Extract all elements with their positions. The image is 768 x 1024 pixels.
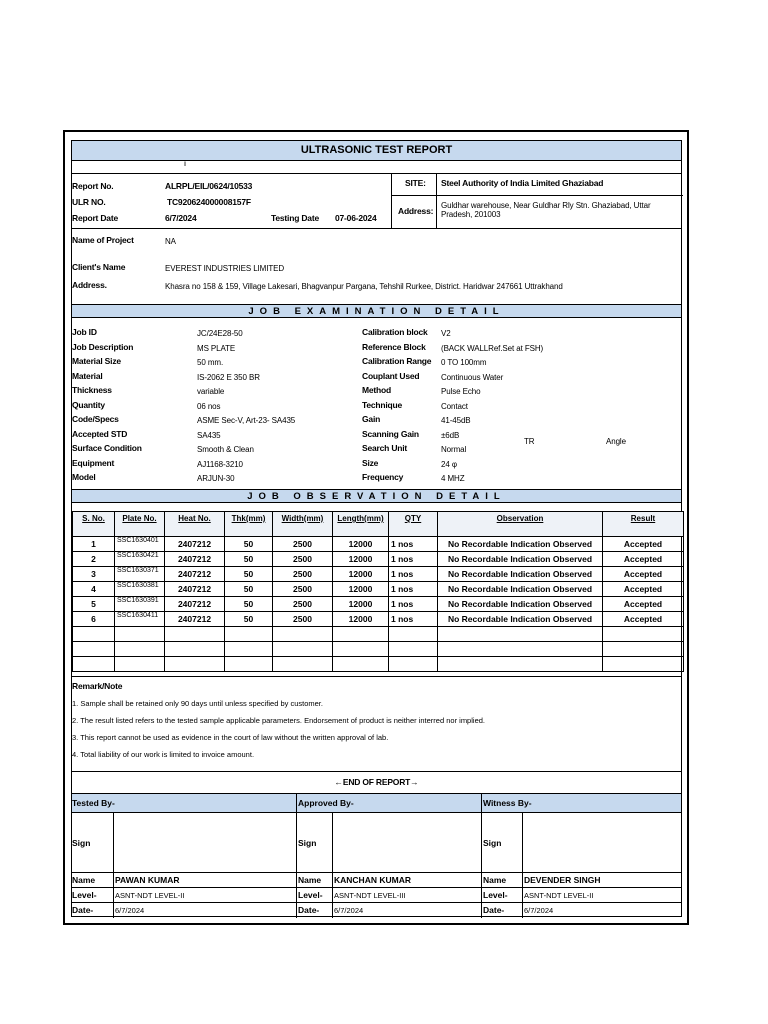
cell-sno: 5 <box>73 597 115 612</box>
exam-right-value: Normal <box>441 445 467 454</box>
exam-right-value: 4 MHZ <box>441 474 465 483</box>
exam-right-label: Calibration block <box>362 327 428 337</box>
cell-length: 12000 <box>333 597 389 612</box>
cell-heat: 2407212 <box>165 552 225 567</box>
witness-by-heading: Witness By- <box>483 798 532 808</box>
approved-by-heading: Approved By- <box>298 798 354 808</box>
exam-right-value: (BACK WALLRef.Set at FSH) <box>441 343 544 353</box>
job-obs-heading: JOB OBSERVATION DETAIL <box>247 491 506 502</box>
cell-width: 2500 <box>273 537 333 552</box>
exam-right-value: ±6dB <box>441 430 460 440</box>
tested-date-label: Date- <box>72 905 94 915</box>
report-frame <box>71 140 682 917</box>
exam-left-value: SA435 <box>197 430 221 440</box>
exam-right-value: Continuous Water <box>441 372 504 382</box>
cell-heat: 2407212 <box>165 612 225 627</box>
exam-left-value: ASME Sec-V, Art-23- SA435 <box>197 416 296 425</box>
report-no-value: ALRPL/EIL/0624/10533 <box>165 181 253 191</box>
col-thk: Thk(mm) <box>225 512 273 537</box>
witness-name: DEVENDER SINGH <box>524 875 601 885</box>
exam-right-label: Calibration Range <box>362 356 432 366</box>
cell-obs: No Recordable Indication Observed <box>438 567 603 582</box>
ulr-label: ULR NO. <box>72 197 106 207</box>
cell-plate: SSC1630391 <box>115 597 165 612</box>
empty-cell <box>603 627 684 642</box>
empty-cell <box>273 642 333 657</box>
site-value: Steel Authority of India Limited Ghaziabad <box>441 178 604 188</box>
cell-obs: No Recordable Indication Observed <box>438 582 603 597</box>
cell-width: 2500 <box>273 567 333 582</box>
job-exam-heading: JOB EXAMINATION DETAIL <box>248 306 505 317</box>
cell-sno: 3 <box>73 567 115 582</box>
cell-width: 2500 <box>273 552 333 567</box>
col-qty: QTY <box>389 512 438 537</box>
col-length: Length(mm) <box>333 512 389 537</box>
empty-cell <box>438 657 603 672</box>
search-unit-angle: Angle <box>606 437 626 446</box>
empty-cell <box>333 627 389 642</box>
empty-row <box>73 657 684 672</box>
title-band <box>72 141 681 161</box>
cell-result: Accepted <box>603 537 684 552</box>
exam-right-value: V2 <box>441 329 451 338</box>
approved-level: ASNT-NDT LEVEL-III <box>334 891 406 900</box>
witness-sign-label: Sign <box>483 838 502 848</box>
exam-left-label: Code/Specs <box>72 414 119 424</box>
witness-date: 6/7/2024 <box>524 906 554 915</box>
cell-width: 2500 <box>273 612 333 627</box>
signoff-band <box>72 793 681 813</box>
mark-glyph: ǁ <box>184 162 187 168</box>
exam-right-label: Couplant Used <box>362 370 420 381</box>
client-label: Client's Name <box>72 262 126 272</box>
empty-row <box>73 642 684 657</box>
cell-qty: 1 nos <box>389 612 438 627</box>
report-date-value: 6/7/2024 <box>165 213 197 223</box>
exam-left-value: AJ1168-3210 <box>197 459 243 469</box>
exam-left-label: Model <box>72 472 96 482</box>
exam-left-label: Surface Condition <box>72 443 142 453</box>
exam-left-value: IS-2062 E 350 BR <box>197 372 260 382</box>
witness-level: ASNT-NDT LEVEL-II <box>524 891 594 900</box>
exam-right-value: Contact <box>441 401 468 411</box>
witness-name-label: Name <box>483 875 507 885</box>
empty-cell <box>115 642 165 657</box>
exam-right-label: Scanning Gain <box>362 428 419 439</box>
ulr-value: TC920624000008157F <box>167 197 251 207</box>
exam-left-value: ARJUN-30 <box>197 474 235 483</box>
cell-qty: 1 nos <box>389 597 438 612</box>
cell-plate: SSC1630401 <box>115 537 165 552</box>
search-unit-tr: TR <box>524 437 535 446</box>
note-3: 3. This report cannot be used as evidence in the court of law without the written approval of lab. <box>72 733 389 742</box>
cell-result: Accepted <box>603 567 684 582</box>
cell-sno: 6 <box>73 612 115 627</box>
note-1: 1. Sample shall be retained only 90 days until unless specified by customer. <box>72 699 323 708</box>
empty-cell <box>333 657 389 672</box>
empty-cell <box>73 627 115 642</box>
cell-thk: 50 <box>225 597 273 612</box>
cell-qty: 1 nos <box>389 582 438 597</box>
cell-heat: 2407212 <box>165 567 225 582</box>
table-row <box>73 552 684 567</box>
cell-qty: 1 nos <box>389 537 438 552</box>
exam-left-value: JC/24E28-50 <box>197 329 243 338</box>
cell-heat: 2407212 <box>165 537 225 552</box>
cell-sno: 2 <box>73 552 115 567</box>
site-address-label: Address: <box>398 206 434 216</box>
cell-heat: 2407212 <box>165 597 225 612</box>
cell-thk: 50 <box>225 582 273 597</box>
tested-date: 6/7/2024 <box>115 906 145 915</box>
testing-date-value: 07-06-2024 <box>335 213 377 223</box>
testing-date-label: Testing Date <box>271 213 319 223</box>
table-row <box>73 567 684 582</box>
approved-name: KANCHAN KUMAR <box>334 875 411 885</box>
empty-cell <box>225 627 273 642</box>
exam-left-value: MS PLATE <box>197 343 236 353</box>
site-address-line2: Pradesh, 201003 <box>441 210 501 219</box>
cell-qty: 1 nos <box>389 552 438 567</box>
exam-right-value: Pulse Echo <box>441 387 481 396</box>
table-row <box>73 597 684 612</box>
job-obs-band <box>72 489 681 503</box>
col-heat: Heat No. <box>165 512 225 537</box>
witness-level-label: Level- <box>483 890 508 900</box>
exam-right-label: Technique <box>362 399 403 410</box>
cell-length: 12000 <box>333 537 389 552</box>
tested-by-heading: Tested By- <box>72 798 115 808</box>
cell-plate: SSC1630421 <box>115 552 165 567</box>
cell-plate: SSC1630381 <box>115 582 165 597</box>
col-width: Width(mm) <box>273 512 333 537</box>
exam-right-value: 24 φ <box>441 459 457 469</box>
cell-result: Accepted <box>603 597 684 612</box>
col-result: Result <box>603 512 684 537</box>
approved-date: 6/7/2024 <box>334 906 364 915</box>
site-label: SITE: <box>405 178 426 188</box>
client-address-value: Khasra no 158 & 159, Village Lakesari, Bhagvanpur Pargana, Tehshil Rurkee, District. Haridwar 247661 Uttrakhand <box>165 282 563 291</box>
exam-left-label: Job ID <box>72 327 97 337</box>
empty-cell <box>438 627 603 642</box>
witness-date-label: Date- <box>483 905 505 915</box>
observation-table <box>72 511 684 672</box>
exam-left-label: Material Size <box>72 356 121 366</box>
observation-header-row <box>73 512 684 537</box>
cell-thk: 50 <box>225 552 273 567</box>
cell-sno: 1 <box>73 537 115 552</box>
cell-obs: No Recordable Indication Observed <box>438 552 603 567</box>
exam-left-label: Quantity <box>72 399 105 410</box>
approved-level-label: Level- <box>298 890 323 900</box>
tested-level: ASNT-NDT LEVEL-II <box>115 891 185 900</box>
empty-cell <box>165 642 225 657</box>
empty-cell <box>389 642 438 657</box>
empty-cell <box>333 642 389 657</box>
cell-length: 12000 <box>333 567 389 582</box>
empty-cell <box>273 657 333 672</box>
cell-sno: 4 <box>73 582 115 597</box>
exam-right-label: Search Unit <box>362 443 408 453</box>
report-sheet <box>63 130 689 925</box>
note-4: 4. Total liability of our work is limited to invoice amount. <box>72 750 255 759</box>
empty-cell <box>165 627 225 642</box>
exam-right-label: Method <box>362 385 392 395</box>
client-address-label: Address. <box>72 280 107 290</box>
empty-cell <box>115 657 165 672</box>
exam-left-label: Accepted STD <box>72 428 128 439</box>
cell-length: 12000 <box>333 612 389 627</box>
approved-sign-label: Sign <box>298 838 317 848</box>
site-address-line1: Guldhar warehouse, Near Guldhar Rly Stn. Ghaziabad, Uttar <box>441 201 651 210</box>
report-title: ULTRASONIC TEST REPORT <box>300 144 453 156</box>
empty-cell <box>225 642 273 657</box>
cell-result: Accepted <box>603 612 684 627</box>
empty-cell <box>73 657 115 672</box>
cell-result: Accepted <box>603 582 684 597</box>
empty-cell <box>225 657 273 672</box>
cell-obs: No Recordable Indication Observed <box>438 537 603 552</box>
cell-result: Accepted <box>603 552 684 567</box>
cell-length: 12000 <box>333 582 389 597</box>
table-row <box>73 537 684 552</box>
exam-left-label: Thickness <box>72 385 112 395</box>
tested-level-label: Level- <box>72 890 97 900</box>
cell-plate: SSC1630411 <box>115 612 165 627</box>
exam-left-label: Equipment <box>72 457 115 468</box>
empty-cell <box>273 627 333 642</box>
exam-right-label: Frequency <box>362 472 404 482</box>
empty-cell <box>389 657 438 672</box>
col-observation: Observation <box>438 512 603 537</box>
table-row <box>73 582 684 597</box>
end-of-report: ←END OF REPORT→ <box>334 777 419 787</box>
cell-qty: 1 nos <box>389 567 438 582</box>
exam-right-label: Size <box>362 457 379 468</box>
empty-row <box>73 627 684 642</box>
exam-right-value: 41-45dB <box>441 416 471 425</box>
empty-cell <box>438 642 603 657</box>
exam-left-label: Material <box>72 370 103 381</box>
cell-thk: 50 <box>225 567 273 582</box>
empty-cell <box>603 657 684 672</box>
note-2: 2. The result listed refers to the tested sample applicable parameters. Endorsement of product is neither interred nor implied. <box>72 716 485 725</box>
table-row <box>73 612 684 627</box>
report-no-label: Report No. <box>72 181 114 191</box>
cell-thk: 50 <box>225 537 273 552</box>
empty-cell <box>165 657 225 672</box>
exam-left-value: 06 nos <box>197 401 221 411</box>
project-value: NA <box>165 237 176 246</box>
cell-obs: No Recordable Indication Observed <box>438 597 603 612</box>
exam-left-value: Smooth & Clean <box>197 445 254 454</box>
cell-plate: SSC1630371 <box>115 567 165 582</box>
client-value: EVEREST INDUSTRIES LIMITED <box>165 264 285 273</box>
tested-name-label: Name <box>72 875 96 885</box>
approved-name-label: Name <box>298 875 322 885</box>
exam-left-label: Job Description <box>72 341 134 352</box>
col-plate: Plate No. <box>115 512 165 537</box>
empty-cell <box>603 642 684 657</box>
cell-width: 2500 <box>273 582 333 597</box>
cell-length: 12000 <box>333 552 389 567</box>
exam-left-value: variable <box>197 387 225 396</box>
exam-right-label: Gain <box>362 414 381 424</box>
cell-obs: No Recordable Indication Observed <box>438 612 603 627</box>
tested-name: PAWAN KUMAR <box>115 875 180 885</box>
empty-cell <box>73 642 115 657</box>
exam-left-value: 50 mm. <box>197 358 224 367</box>
col-sno: S. No. <box>73 512 115 537</box>
exam-right-value: 0 TO 100mm <box>441 358 487 367</box>
exam-right-label: Reference Block <box>362 341 426 352</box>
empty-cell <box>115 627 165 642</box>
project-label: Name of Project <box>72 235 134 245</box>
approved-date-label: Date- <box>298 905 320 915</box>
job-exam-band <box>72 304 681 318</box>
tested-sign-label: Sign <box>72 838 91 848</box>
cell-thk: 50 <box>225 612 273 627</box>
cell-heat: 2407212 <box>165 582 225 597</box>
remarks-heading: Remark/Note <box>72 681 123 691</box>
report-date-label: Report Date <box>72 213 118 223</box>
empty-cell <box>389 627 438 642</box>
cell-width: 2500 <box>273 597 333 612</box>
